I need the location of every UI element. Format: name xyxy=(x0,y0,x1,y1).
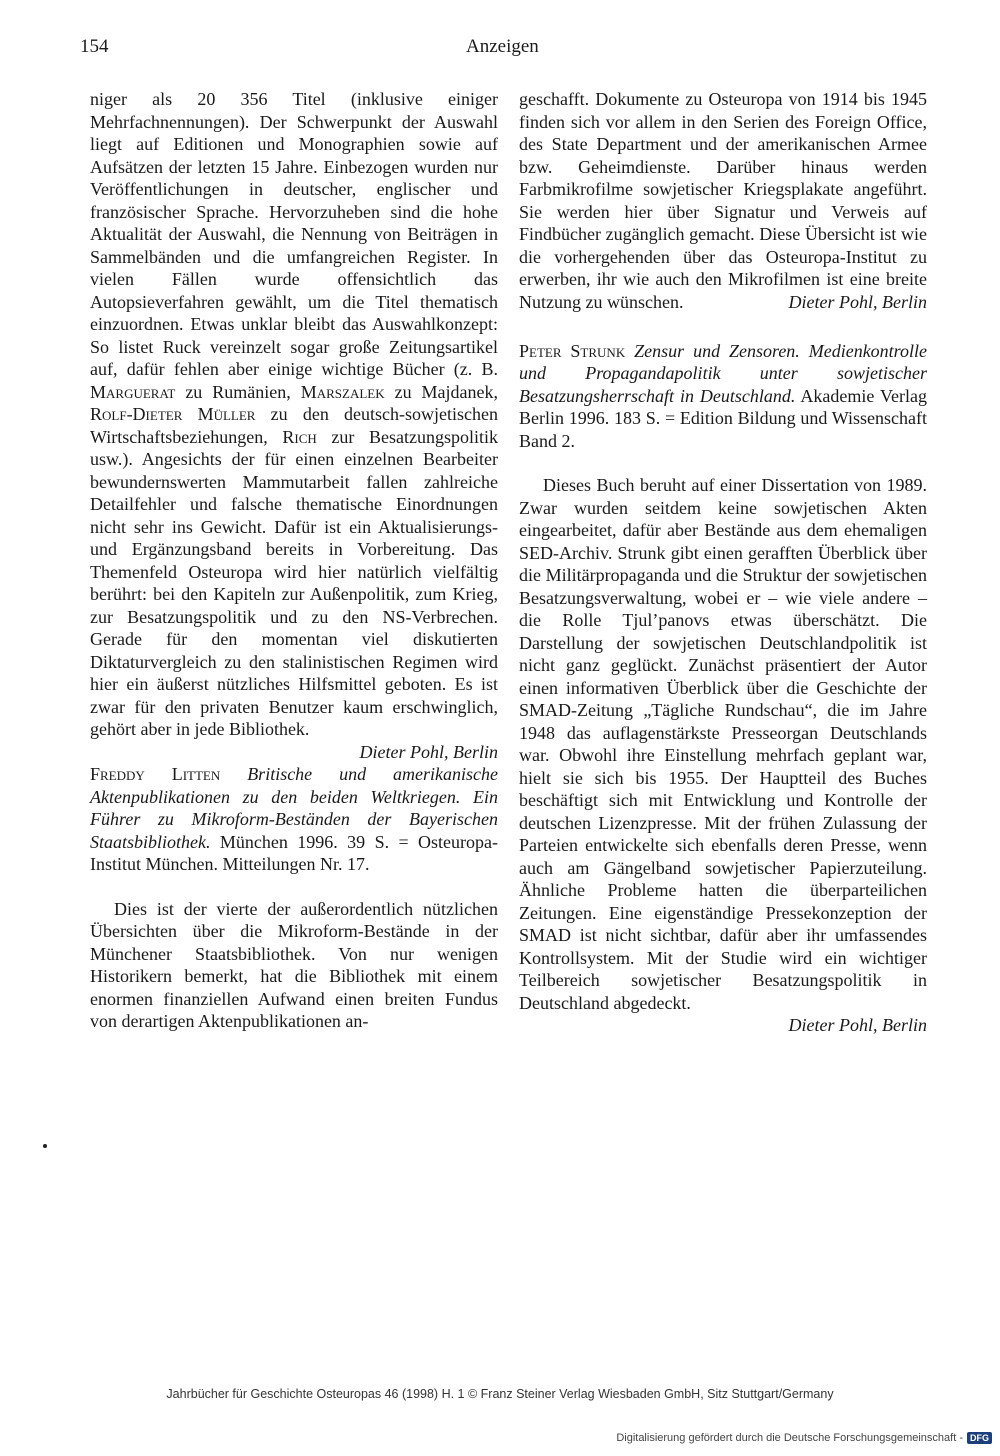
review-paragraph: Dieses Buch beruht auf einer Dissertation von 1989. Zwar wurden seitdem keine sowjetischen Akten eingearbeitet, dafür aber Bestände aus dem ehemaligen SED-Archiv. Strunk gibt einen gerafften Überblick über die Militärpropaganda und die Struktur der sowjetischen Besatzungsverwaltung, wobei er – wie viele andere – die Rolle Tjul’panovs etwas überschätzt. Die Darstellung der sowjetischen Deutschlandpolitik ist nicht ganz geglückt. Zunächst präsentiert der Autor einen informativen Überblick über die Geschichte der SMAD-Zeitung „Tägliche Rundschau“, die im Jahre 1948 das auflagenstärkste Presseorgan Deutschlands war. Obwohl ihre Einstellung mehrfach geplant war, hielt sie sich bis 1955. Der Hauptteil des Buches beschäftigt sich mit Entwicklung und Kontrolle der deutschen Lizenzpresse. Mit der frühen Zulassung der Parteien entwickelte sich ebenfalls deren Presse, wenn auch am Gängelband sowjetischer Papierzuteilung. Ähnliche Probleme hatten die überparteilichen Zeitungen. Eine eigenständige Pressekonzeption der SMAD ist nicht sichtbar, dafür aber ihr umfassendes Kontrollsystem. Mit der Studie wird ein wichtiger Teilbereich sowjetischer Besatzungspolitik in Deutschland abgedeckt. xyxy=(519,475,927,1013)
dfg-note-text: Digitalisierung gefördert durch die Deutsche Forschungsgemeinschaft - xyxy=(616,1432,963,1444)
left-column xyxy=(90,88,498,1033)
review-paragraph: geschafft. Dokumente zu Osteuropa von 1914 bis 1945 finden sich vor allem in den Serien des Foreign Office, des State Department und der amerikanischen Armee bzw. Geheimdienste. Darüber hinaus werden Farbmikrofilme sowjetischer Kriegsplakate angeführt. Sie werden hier über Signatur und Verweis auf Findbücher zugänglich gemacht. Diese Übersicht ist wie die vorhergehenden über das Osteuropa-Institut zu erwerben, ihr wie auch den Mikrofilmen ist eine breite Nutzung zu wünschen. xyxy=(519,89,927,312)
reviewer-signature: Dieter Pohl, Berlin xyxy=(359,741,498,762)
cited-author: Rolf-Dieter Müller xyxy=(90,404,256,424)
journal-footer: Jahrbücher für Geschichte Osteuropas 46 (1998) H. 1 © Franz Steiner Verlag Wiesbaden GmbH, Sitz Stuttgart/Germany xyxy=(166,1387,834,1401)
entry-author: Freddy Litten xyxy=(90,764,221,784)
page-number: 154 xyxy=(80,36,109,57)
review-paragraph: Dies ist der vierte der außerordentlich nützlichen Übersichten über die Mikroform-Bestände in der Münchener Staatsbibliothek. Von nur wenigen Historikern bemerkt, hat die Bibliothek mit einem enormen finanziellen Aufwand einen breiten Fundus von derartigen Aktenpublikationen an- xyxy=(90,898,498,1031)
entry-publication: Akademie Verlag Berlin 1996. 183 S. = Edition Bildung und Wissenschaft Band 2. xyxy=(519,385,927,451)
bibliographic-entry xyxy=(519,340,927,453)
cited-author: Marguerat xyxy=(90,381,176,402)
entry-title: Britische und amerikanische Aktenpublikationen zu den beiden Weltkriegen. Ein Führer zu Mikroform-Beständen der Bayerischen Staatsbibliothek. xyxy=(90,764,498,852)
cited-author: Marszalek xyxy=(300,381,385,402)
entry-publication: München 1996. 39 S. = Osteuropa-Institut München. Mitteilungen Nr. 17. xyxy=(90,831,499,874)
cited-author: Rich xyxy=(282,426,317,447)
dfg-funding-note xyxy=(616,1432,992,1444)
reviewer-signature: Dieter Pohl, Berlin xyxy=(788,292,927,312)
right-column xyxy=(519,88,927,1037)
dfg-logo: DFG xyxy=(967,1432,992,1444)
entry-author: Peter Strunk xyxy=(519,340,626,361)
review-paragraph: niger als 20 356 Titel (inklusive einiger Mehrfachnennungen). Der Schwerpunkt der Auswahl liegt auf Editionen und Monographien sowie auf Aufsätzen der letzten 15 Jahre. Einbezogen wurden nur Veröffentlichungen in deutscher, englischer und französischer Sprache. Hervorzuheben sind die hohe Aktualität der Auswahl, die Nennung von Beiträgen in Sammelbänden und die umfangreichen Register. In vielen Fällen wurde offensichtlich das Autopsieverfahren gewählt, um die Titel thematisch einzuordnen. Etwas unklar bleibt das Auswahlkonzept: So listet Ruck vereinzelt sogar große Zeitungsartikel auf, dafür fehlen aber einige wichtige Bücher (z. B. Marguerat zu Rumänien, Marszalek zu Majdanek, Rolf-Dieter Müller zu den deutsch-sowjetischen Wirtschaftsbeziehungen, Rich zur Besatzungspolitik usw.). Angesichts der für einen einzelnen Bearbeiter bewundernswerten Mammutarbeit fallen zahlreiche Detailfehler und falsche thematische Einordnungen nicht sehr ins Gewicht. Dafür ist ein Aktualisierungs- und Ergänzungsband bereits in Vorbereitung. Das Themenfeld Osteuropa wird hier natürlich vielfältig berührt: bei den Kapiteln zur Außenpolitik, zum Krieg, zur Besatzungspolitik und zu den NS-Verbrechen. Gerade für den momentan viel diskutierten Diktaturvergleich zu den stalinistischen Regimen wird hier ein äußerst nützliches Hilfsmittel geboten. Es ist zwar für den privaten Benutzer kaum erschwinglich, gehört aber in jede Bibliothek. xyxy=(90,89,499,739)
entry-title: Zensur und Zensoren. Medienkontrolle und Propagandapolitik unter sowjetischer Besatzungsherrschaft in Deutschland. xyxy=(519,340,928,406)
scan-speck xyxy=(43,1144,47,1148)
reviewer-signature: Dieter Pohl, Berlin xyxy=(788,1015,927,1035)
running-head: Anzeigen xyxy=(466,36,539,57)
bibliographic-entry xyxy=(90,763,498,876)
